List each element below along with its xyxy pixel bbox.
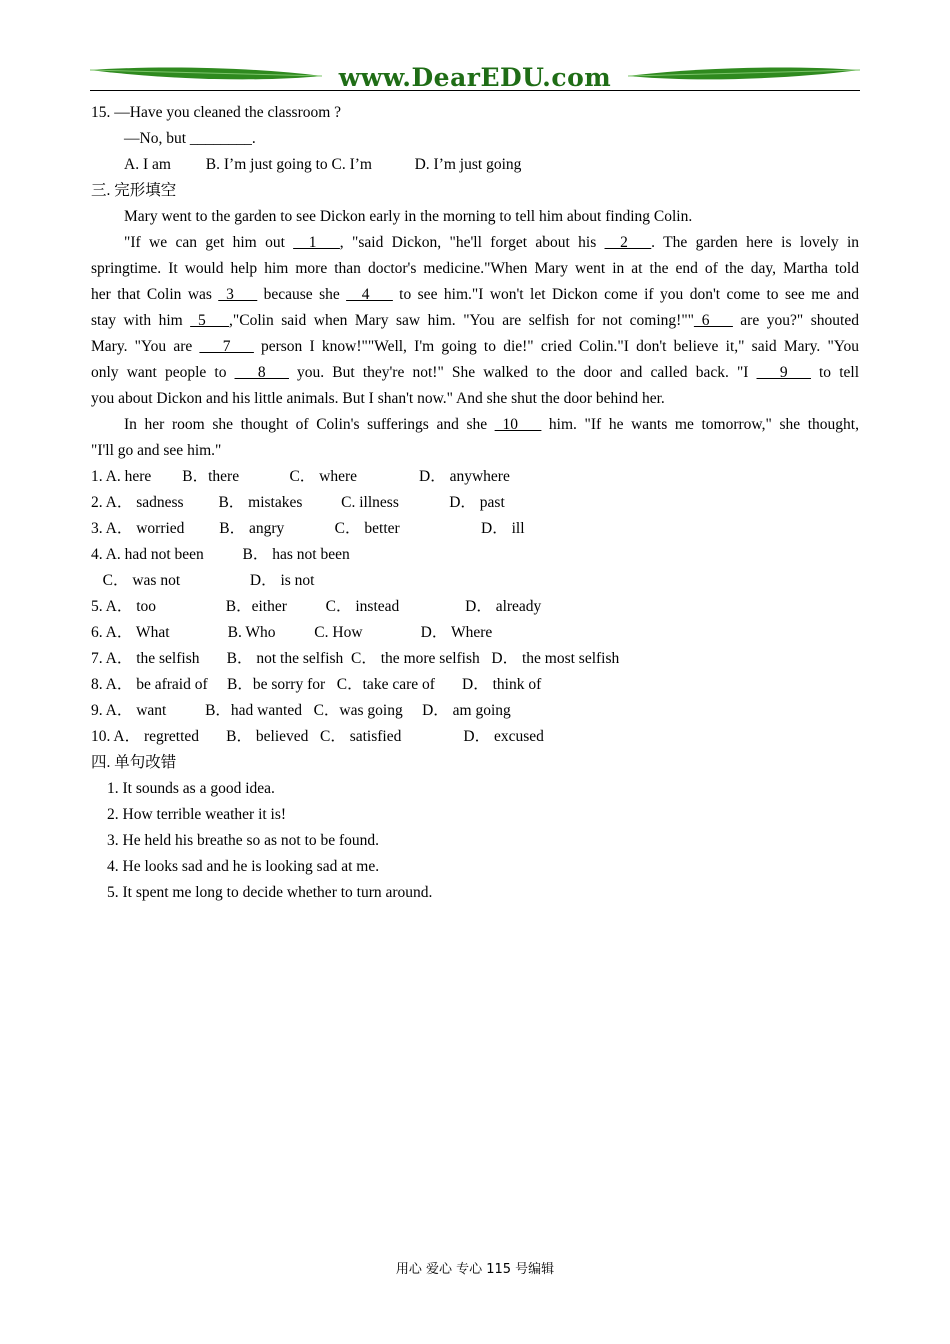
passage-line: stay with him _5___,"Colin said when Mary saw him. "You are selfish for not coming!""_6___ are you?" shouted bbox=[91, 312, 859, 329]
blank-9: ___9___ bbox=[756, 364, 811, 381]
option-row: 8. A． be afraid of B．be sorry for C．take care of D． think of bbox=[91, 676, 542, 693]
option-row: 1. A. here B．there C． where D． anywhere bbox=[91, 468, 510, 485]
blank-4: __4___ bbox=[346, 286, 393, 303]
section3-heading: 三. 完形填空 bbox=[91, 182, 177, 199]
passage-line: you about Dickon and his little animals. But I shan't now." And she shut the door behind her. bbox=[91, 390, 665, 407]
passage-line: "I'll go and see him." bbox=[91, 442, 222, 459]
page-footer: 用心 爱心 专心 115 号编辑 bbox=[395, 1262, 555, 1277]
section4-heading: 四. 单句改错 bbox=[91, 754, 177, 771]
blank-6: _6___ bbox=[694, 312, 733, 329]
passage-paragraph-2 bbox=[91, 230, 859, 412]
passage-line: "If we can get him out __1___, "said Dickon, "he'll forget about his __2___. The garden here is lovely in bbox=[124, 234, 860, 251]
list-item: 5. It spent me long to decide whether to turn around. bbox=[107, 884, 433, 901]
list-item: 4. He looks sad and he is looking sad at me. bbox=[107, 858, 380, 875]
passage-line: springtime. It would help him more than doctor's medicine."When Mary went in at the end of the day, Martha told bbox=[91, 260, 859, 277]
site-logo-text: www.DearEDU.com bbox=[338, 63, 612, 92]
option-row: 7. A． the selfish B． not the selfish C． the more selfish D． the most selfish bbox=[91, 650, 620, 667]
passage-line: Mary. "You are ___7___ person I know!""Well, I'm going to die!" cried Colin."I don't believe it," said Mary. "You bbox=[91, 338, 859, 355]
option-row: 2. A． sadness B． mistakes C. illness D． past bbox=[91, 494, 505, 511]
option-row: C． was not D． is not bbox=[91, 572, 315, 589]
q15-question: 15. —Have you cleaned the classroom ? bbox=[91, 104, 342, 121]
q15-answer: —No, but ________. bbox=[124, 130, 256, 147]
list-item: 2. How terrible weather it is! bbox=[107, 806, 287, 823]
option-row: 5. A． too B．either C． instead D． already bbox=[91, 598, 542, 615]
passage-line: her that Colin was _3___ because she __4___ to see him."I won't let Dickon come if you don't come to see me and bbox=[91, 286, 860, 303]
list-item: 1. It sounds as a good idea. bbox=[107, 780, 275, 797]
document-body bbox=[91, 100, 859, 906]
correction-list bbox=[91, 776, 859, 906]
blank-5: _5___ bbox=[190, 312, 230, 329]
list-item: 3. He held his breathe so as not to be found. bbox=[107, 832, 380, 849]
option-row: 6. A． What B. Who C. How D． Where bbox=[91, 624, 493, 641]
blank-8: ___8___ bbox=[234, 364, 289, 381]
option-row: 10. A． regretted B． believed C． satisfied D． excused bbox=[91, 728, 544, 745]
header-rule bbox=[90, 90, 860, 91]
option-row: 4. A. had not been B． has not been bbox=[91, 546, 350, 563]
blank-1: __1___ bbox=[293, 234, 340, 251]
passage-intro: Mary went to the garden to see Dickon early in the morning to tell him about finding Colin. bbox=[124, 208, 693, 225]
passage-line: In her room she thought of Colin's sufferings and she _10___ him. "If he wants me tomorrow," she thought, bbox=[124, 416, 859, 433]
passage-paragraph-3 bbox=[91, 412, 859, 464]
passage-line: only want people to ___8___ you. But they're not!" She walked to the door and called back. "I ___9___ to tell bbox=[91, 364, 859, 381]
blank-3: _3___ bbox=[218, 286, 258, 303]
blank-10: _10___ bbox=[494, 416, 542, 433]
blank-2: __2___ bbox=[604, 234, 652, 251]
blank-7: ___7___ bbox=[199, 338, 254, 355]
cloze-options bbox=[91, 464, 859, 750]
q15-options: A. I am B. I’m just going to C. I’m D. I’m just going bbox=[124, 156, 522, 173]
option-row: 9. A． want B．had wanted C．was going D． am going bbox=[91, 702, 511, 719]
option-row: 3. A． worried B． angry C． better D． ill bbox=[91, 520, 525, 537]
